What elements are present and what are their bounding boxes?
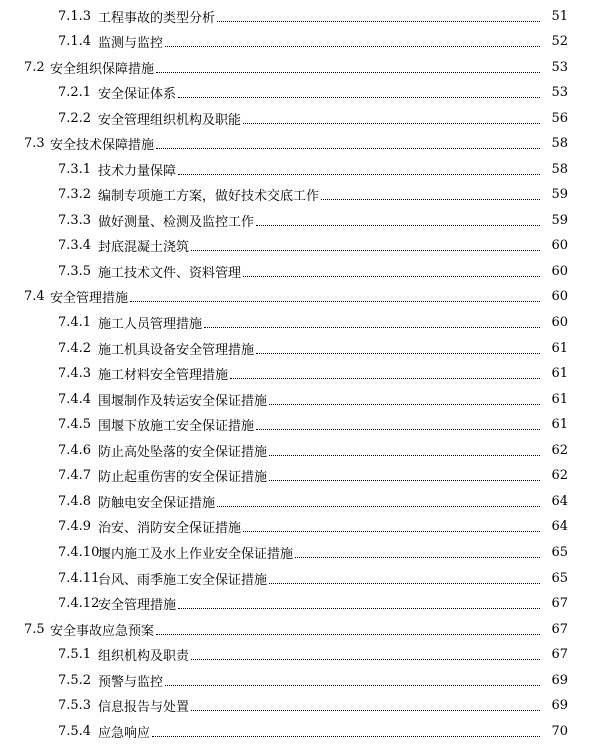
- section-number: 7.4.10: [58, 544, 100, 560]
- toc-entry[interactable]: [0, 695, 590, 715]
- page-number: 60: [551, 263, 568, 279]
- toc-entry[interactable]: [0, 82, 590, 102]
- dot-leader: [165, 46, 540, 47]
- section-title: 安全事故应急预案: [50, 623, 155, 639]
- page-number: 59: [551, 186, 568, 202]
- section-number: 7.4.8: [58, 493, 92, 509]
- page-number: 65: [551, 544, 568, 560]
- section-number: 7.4.2: [58, 340, 92, 356]
- section-number: 7.4.1: [58, 314, 92, 330]
- toc-entry[interactable]: [0, 414, 590, 434]
- toc-entry[interactable]: [0, 389, 590, 409]
- section-title: 安全管理组织机构及职能: [98, 112, 242, 128]
- section-title: 组织机构及职责: [98, 648, 190, 664]
- section-number: 7.3.2: [58, 186, 92, 202]
- dot-leader: [230, 378, 540, 379]
- section-number: 7.3.5: [58, 263, 92, 279]
- page-number: 64: [551, 518, 568, 534]
- page-number: 70: [551, 723, 568, 739]
- toc-entry[interactable]: [0, 542, 590, 562]
- dot-leader: [156, 634, 540, 635]
- page-number: 62: [551, 442, 568, 458]
- dot-leader: [243, 531, 540, 532]
- dot-leader: [191, 710, 540, 711]
- page-number: 61: [551, 365, 568, 381]
- toc-entry[interactable]: [0, 133, 590, 153]
- section-title: 编制专项施工方案，做好技术交底工作: [98, 188, 320, 204]
- dot-leader: [178, 97, 540, 98]
- page-number: 60: [551, 314, 568, 330]
- toc-entry[interactable]: [0, 465, 590, 485]
- section-number: 7.5.1: [58, 646, 92, 662]
- section-title: 监测与监控: [98, 35, 164, 51]
- page-number: 56: [551, 110, 568, 126]
- toc-entry[interactable]: [0, 235, 590, 255]
- dot-leader: [152, 736, 540, 737]
- dot-leader: [156, 72, 540, 73]
- dot-leader: [243, 123, 540, 124]
- page-number: 51: [551, 8, 568, 24]
- section-number: 7.4.4: [58, 391, 92, 407]
- page-number: 61: [551, 391, 568, 407]
- dot-leader: [295, 557, 540, 558]
- toc-entry[interactable]: [0, 568, 590, 588]
- section-number: 7.4.6: [58, 442, 92, 458]
- section-title: 做好测量、检测及监控工作: [98, 214, 255, 230]
- page-number: 67: [551, 595, 568, 611]
- page-number: 65: [551, 570, 568, 586]
- dot-leader: [191, 659, 540, 660]
- section-title: 信息报告与处置: [98, 699, 190, 715]
- toc-entry[interactable]: [0, 644, 590, 664]
- section-title: 堰内施工及水上作业安全保证措施: [98, 546, 294, 562]
- section-number: 7.2.2: [58, 110, 92, 126]
- page-number: 69: [551, 697, 568, 713]
- section-number: 7.2: [24, 59, 45, 75]
- toc-entry[interactable]: [0, 491, 590, 511]
- section-title: 施工人员管理措施: [98, 316, 203, 332]
- page-number: 67: [551, 646, 568, 662]
- page-number: 53: [551, 84, 568, 100]
- section-number: 7.4: [24, 288, 45, 304]
- section-title: 围堰制作及转运安全保证措施: [98, 393, 268, 409]
- section-number: 7.4.11: [58, 570, 100, 586]
- section-title: 技术力量保障: [98, 163, 177, 179]
- section-number: 7.5.3: [58, 697, 92, 713]
- section-title: 工程事故的类型分析: [98, 10, 216, 26]
- toc-entry[interactable]: [0, 516, 590, 536]
- toc-entry[interactable]: [0, 210, 590, 230]
- page-number: 67: [551, 621, 568, 637]
- page-number: 58: [551, 135, 568, 151]
- section-title: 安全保证体系: [98, 86, 177, 102]
- toc-entry[interactable]: [0, 363, 590, 383]
- dot-leader: [191, 250, 540, 251]
- dot-leader: [178, 174, 540, 175]
- dot-leader: [217, 21, 540, 22]
- toc-entry[interactable]: [0, 108, 590, 128]
- section-title: 施工机具设备安全管理措施: [98, 342, 255, 358]
- section-number: 7.4.3: [58, 365, 92, 381]
- section-number: 7.5: [24, 621, 45, 637]
- section-number: 7.2.1: [58, 84, 92, 100]
- section-number: 7.3.3: [58, 212, 92, 228]
- section-number: 7.4.7: [58, 467, 92, 483]
- section-number: 7.5.4: [58, 723, 92, 739]
- dot-leader: [256, 353, 540, 354]
- toc-entry[interactable]: [0, 440, 590, 460]
- section-title: 安全管理措施: [50, 290, 129, 306]
- toc-entry[interactable]: [0, 261, 590, 281]
- dot-leader: [269, 583, 540, 584]
- page-number: 61: [551, 340, 568, 356]
- section-number: 7.1.3: [58, 8, 92, 24]
- page-number: 62: [551, 467, 568, 483]
- section-number: 7.5.2: [58, 672, 92, 688]
- section-title: 安全组织保障措施: [50, 61, 155, 77]
- toc-entry[interactable]: [0, 338, 590, 358]
- dot-leader: [269, 480, 540, 481]
- section-number: 7.4.9: [58, 518, 92, 534]
- section-title: 施工材料安全管理措施: [98, 367, 229, 383]
- section-title: 防止高处坠落的安全保证措施: [98, 444, 268, 460]
- toc-entry[interactable]: [0, 721, 590, 741]
- toc-entry[interactable]: [0, 312, 590, 332]
- toc-entry[interactable]: [0, 6, 590, 26]
- section-number: 7.3.4: [58, 237, 92, 253]
- toc-entry[interactable]: [0, 619, 590, 639]
- section-title: 治安、消防安全保证措施: [98, 520, 242, 536]
- toc-entry[interactable]: [0, 670, 590, 690]
- dot-leader: [217, 506, 540, 507]
- dot-leader: [204, 327, 540, 328]
- section-title: 防止起重伤害的安全保证措施: [98, 469, 268, 485]
- dot-leader: [256, 225, 540, 226]
- section-title: 封底混凝土浇筑: [98, 239, 190, 255]
- section-title: 预警与监控: [98, 674, 164, 690]
- page-number: 60: [551, 237, 568, 253]
- page-number: 59: [551, 212, 568, 228]
- dot-leader: [130, 301, 540, 302]
- section-title: 应急响应: [98, 725, 151, 741]
- dot-leader: [178, 608, 540, 609]
- page-number: 60: [551, 288, 568, 304]
- section-title: 台风、雨季施工安全保证措施: [98, 572, 268, 588]
- page-number: 58: [551, 161, 568, 177]
- dot-leader: [269, 404, 540, 405]
- toc-entry[interactable]: [0, 184, 590, 204]
- section-number: 7.4.5: [58, 416, 92, 432]
- dot-leader: [321, 199, 540, 200]
- section-number: 7.3: [24, 135, 45, 151]
- dot-leader: [256, 429, 540, 430]
- page-number: 69: [551, 672, 568, 688]
- dot-leader: [156, 148, 540, 149]
- toc-entry[interactable]: [0, 159, 590, 179]
- section-number: 7.4.12: [58, 595, 100, 611]
- page-number: 64: [551, 493, 568, 509]
- page-number: 53: [551, 59, 568, 75]
- section-title: 围堰下放施工安全保证措施: [98, 418, 255, 434]
- section-title: 施工技术文件、资料管理: [98, 265, 242, 281]
- section-number: 7.1.4: [58, 33, 92, 49]
- toc-entry[interactable]: [0, 593, 590, 613]
- dot-leader: [243, 276, 540, 277]
- section-title: 防触电安全保证措施: [98, 495, 216, 511]
- section-title: 安全管理措施: [98, 597, 177, 613]
- toc-entry[interactable]: [0, 286, 590, 306]
- section-title: 安全技术保障措施: [50, 137, 155, 153]
- dot-leader: [165, 685, 540, 686]
- section-number: 7.3.1: [58, 161, 92, 177]
- toc-entry[interactable]: [0, 57, 590, 77]
- page-number: 61: [551, 416, 568, 432]
- page-number: 52: [551, 33, 568, 49]
- dot-leader: [269, 455, 540, 456]
- toc-entry[interactable]: [0, 31, 590, 51]
